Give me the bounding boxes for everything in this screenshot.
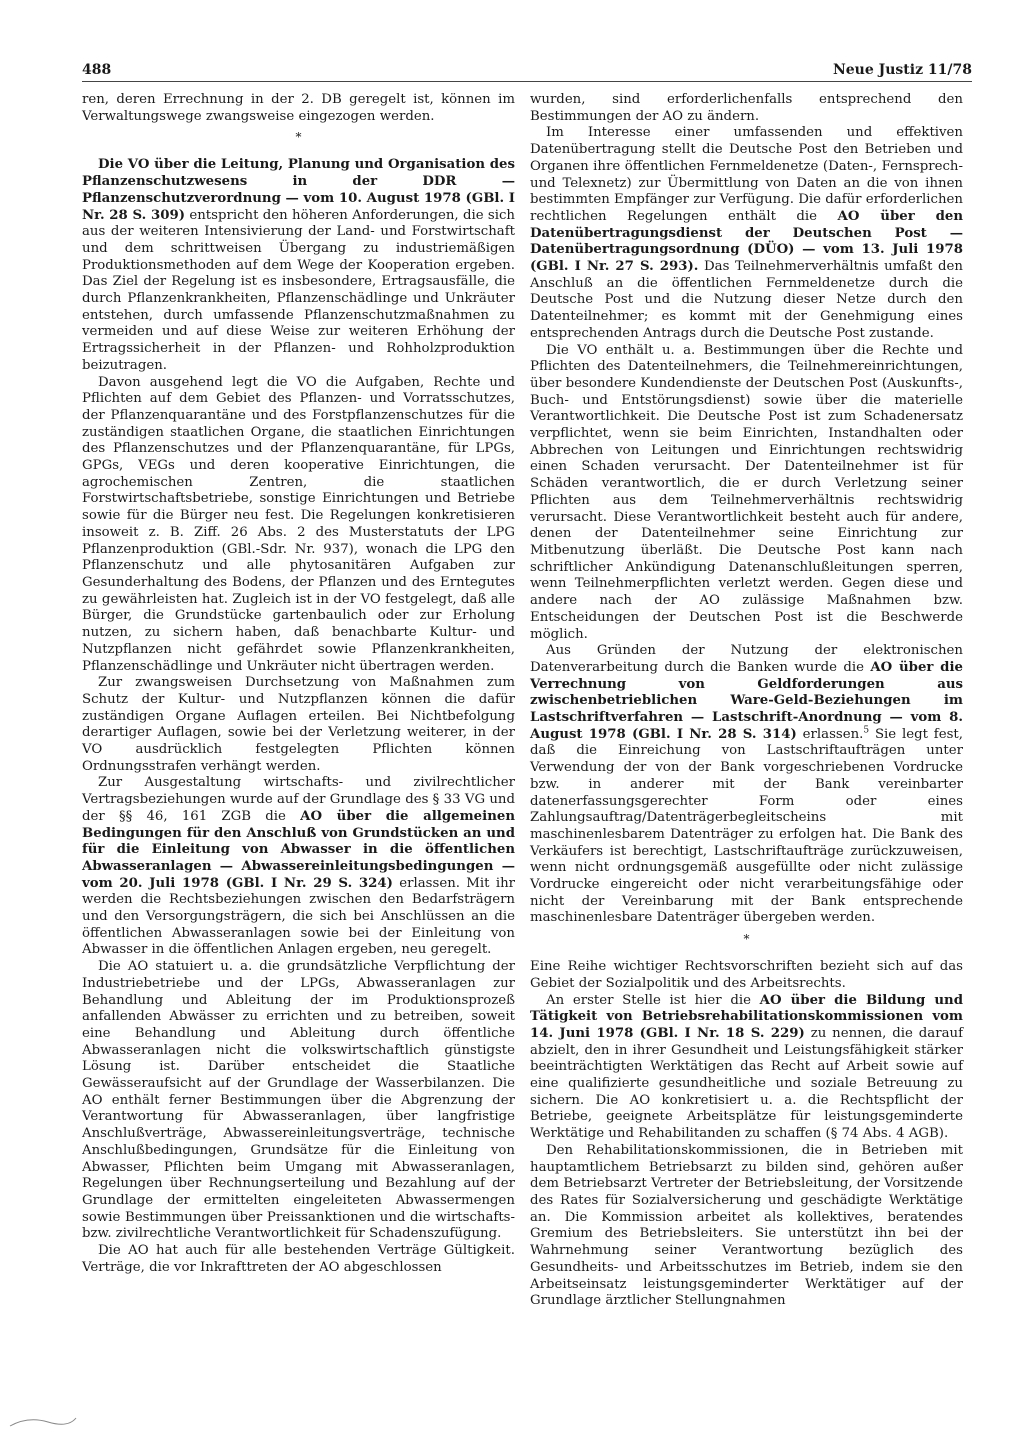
left-column — [82, 92, 515, 1277]
paragraph: Aus Gründen der Nutzung der elektronischen Datenverarbeitung durch die Banken wurde die AO über die Verrechnung von Geldforderungen aus zwischenbetrieblichen Ware-Geld-Beziehungen im Lastschriftverfahren — Lastschrift-Anordnung — vom 8. August 1978 (GBl. I Nr. 28 S. 314) erlassen.$^5$ Sie legt fest, daß die Einreichung von Lastschriftaufträgen unter Verwendung der von der Bank vorgeschriebenen Vordrucke bzw. in anderer mit der Bank vereinbarter datenerfassungsgerechter Form oder eines Zahlungsauftrag/Datenträgerbegleitscheins mit maschinenlesbarem Datenträger zu erfolgen hat. Die Bank des Verkäufers ist berechtigt, Lastschriftaufträge zurückzuweisen, wenn nicht ordnungsgemäß ausgefüllte oder nicht zulässige Vordrucke eingereicht oder nicht verarbeitungsfähige oder nicht der Vereinbarung mit der Bank entsprechende maschinenlesbare Datenträger übergeben werden. — [530, 643, 963, 926]
footnote-ref: 5 — [863, 725, 870, 736]
paragraph: Die VO enthält u. a. Bestimmungen über die Rechte und Pflichten des Datenteilnehmers, die Teilnehmereinrichtungen, über besondere Kundendienste der Deutschen Post (Auskunfts-, Buch- und Entstörungsdienst) sowie über die materielle Verantwortlichkeit. Die Deutsche Post ist zum Schadenersatz verpflichtet, wenn sie beim Einrichten, Instandhalten oder Abbrechen von Leitungen und Einrichtungen rechtswidrig einen Schaden verursacht. Der Datenteilnehmer ist für Schäden verantwortlich, die er durch Verletzung seiner Pflichten aus dem Teilnehmerverhältnis rechtswidrig verursacht. Diese Verantwortlichkeit besteht auch für andere, denen der Datenteilnehmer seine Einrichtung zur Mitbenutzung überläßt. Die Deutsche Post kann nach schriftlicher Ankündigung Datenanschlußleitungen sperren, wenn Teilnehmerpflichten verletzt werden. Gegen diese und andere nach der AO zulässige Maßnahmen bzw. Entscheidungen der Deutschen Post ist die Beschwerde möglich. — [530, 342, 963, 642]
paragraph: An erster Stelle ist hier die AO über die Bildung und Tätigkeit von Betriebsrehabilitationskommissionen vom 14. Juni 1978 (GBl. I Nr. 18 S. 229) zu nennen, die darauf abzielt, den in ihrer Gesundheit und Leistungsfähigkeit stärker beeinträchtigten Werktätigen das Recht auf Arbeit sowie auf eine qualifizierte gesundheitliche und soziale Betreuung zu sichern. Die AO konkretisiert u. a. die Rechtspflicht der Betriebe, geeignete Arbeitsplätze für leistungsgeminderte Werktätige und Rehabilitanden zu schaffen (§ 74 Abs. 4 AGB). — [530, 992, 963, 1142]
regulation-title: AO über die allgemeinen Bedingungen für den Anschluß von Grundstücken an und für die Einleitung von Abwasser in die öffentlichen Abwasseranlagen — Abwassereinleitungsbedingungen — vom 20. Juli 1978 (GBl. I Nr. 29 S. 324) — [82, 808, 515, 891]
regulation-title: Die VO über die Leitung, Planung und Organisation des Pflanzenschutzwesens in der DDR — Pflanzenschutzverordnung — vom 10. August 1978 (GBl. I Nr. 28 S. 309) — [82, 157, 515, 223]
section-separator: * — [295, 130, 302, 145]
paragraph: Eine Reihe wichtiger Rechtsvorschriften bezieht sich auf das Gebiet der Sozialpolitik und des Arbeitsrechts. — [530, 959, 963, 991]
page-number: 488 — [82, 62, 112, 78]
paragraph: Die AO hat auch für alle bestehenden Verträge Gültigkeit. Verträge, die vor Inkrafttreten der AO abgeschlossen — [82, 1243, 515, 1275]
paragraph: Zur Ausgestaltung wirtschafts- und zivilrechtlicher Vertragsbeziehungen wurde auf der Grundlage des § 33 VG und der §§ 46, 161 ZGB die AO über die allgemeinen Bedingungen für den Anschluß von Grundstücken an und für die Einleitung von Abwasser in die öffentlichen Abwasseranlagen — Abwassereinleitungsbedingungen — vom 20. Juli 1978 (GBl. I Nr. 29 S. 324) erlassen. Mit ihr werden die Rechtsbeziehungen zwischen den Bedarfsträgern und den Versorgungsträgern, die sich bei Anschlüssen an die öffentlichen Abwasseranlagen sowie bei der Einleitung von Abwasser in die öffentlichen Anlagen ergeben, neu geregelt. — [82, 775, 515, 958]
scan-mark — [8, 1412, 78, 1430]
paragraph: wurden, sind erforderlichenfalls entsprechend den Bestimmungen der AO zu ändern. — [530, 92, 963, 124]
journal-issue: Neue Justiz 11/78 — [832, 62, 972, 78]
right-column — [530, 92, 963, 1310]
section-separator: * — [743, 932, 750, 947]
header-rule — [82, 81, 972, 82]
paragraph: Die AO statuiert u. a. die grundsätzliche Verpflichtung der Industriebetriebe und der LPGs, Abwasseranlagen zur Behandlung und Ableitung der im Produktionsprozeß anfallenden Abwässer zu errichten und zu betreiben, soweit eine Behandlung und Ableitung durch öffentliche Abwasseranlagen nicht die volkswirtschaftlich günstigste Lösung ist. Darüber entscheidet die Staatliche Gewässeraufsicht auf der Grundlage der Wasserbilanzen. Die AO enthält ferner Bestimmungen über die Abgrenzung der Verantwortung für Abwasseranlagen, über langfristige Anschlußverträge, Abwassereinleitungsverträge, technische Anschlußbedingungen, Grundsätze für die Einleitung von Abwasser, Pflichten beim Umgang mit Abwasseranlagen, Regelungen über Rechnungserteilung und Bezahlung auf der Grundlage der ermittelten eingeleiteten Abwassermengen sowie Bestimmungen über Preissanktionen und die wirtschafts- bzw. zivilrechtliche Verantwortlichkeit für Schadenszufügung. — [82, 959, 515, 1242]
paragraph: Den Rehabilitationskommissionen, die in Betrieben mit hauptamtlichem Betriebsarzt zu bilden sind, gehören außer dem Betriebsarzt Vertreter der Betriebsleitung, der Vorsitzende des Rates für Sozialversicherung und geschädigte Werktätige an. Die Kommission arbeitet als kollektives, beratendes Gremium des Betriebsleiters. Sie unterstützt ihn bei der Wahrnehmung seiner Verantwortung bezüglich des Gesundheits- und Arbeitsschutzes im Betrieb, indem sie den Arbeitseinsatz leistungsgeminderter Werktätiger auf der Grundlage ärztlicher Stellungnahmen — [530, 1142, 963, 1309]
paragraph: ren, deren Errechnung in der 2. DB geregelt ist, können im Verwaltungswege zwangsweise eingezogen werden. — [82, 92, 515, 124]
regulation-title: AO über die Bildung und Tätigkeit von Betriebsrehabilitationskommissionen vom 14. Juni 1978 (GBl. I Nr. 18 S. 229) — [530, 992, 963, 1041]
regulation-title: AO über den Datenübertragungsdienst der Deutschen Post — Datenübertragungsordnung (DÜO) — vom 13. Juli 1978 (GBl. I Nr. 27 S. 293). — [530, 208, 963, 275]
paragraph: Davon ausgehend legt die VO die Aufgaben, Rechte und Pflichten auf dem Gebiet des Pflanzen- und Vorratsschutzes, der Pflanzenquarantäne und des Forstpflanzenschutzes für die zuständigen staatlichen Organe, die staatlichen Einrichtungen des Pflanzenschutzes und der Pflanzenquarantäne, für LPGs, GPGs, VEGs und deren kooperative Einrichtungen, die agrochemischen Zentren, die staatlichen Forstwirtschaftsbetriebe, sonstige Einrichtungen und Betriebe sowie für die Bürger neu fest. Die Regelungen konkretisieren insoweit z. B. Ziff. 26 Abs. 2 des Musterstatuts der LPG Pflanzenproduktion (GBl.-Sdr. Nr. 937), wonach die LPG den Pflanzenschutz und alle phytosanitären Aufgaben zur Gesunderhaltung des Bodens, der Pflanzen und des Erntegutes zu gewährleisten hat. Zugleich ist in der VO festgelegt, daß alle Bürger, die Grundstücke gartenbaulich oder zur Erholung nutzen, zu sichern haben, daß benachbarte Kultur- und Nutzpflanzen nicht gefährdet sowie Pflanzenkrankheiten, Pflanzenschädlinge und Unkräuter nicht übertragen werden. — [82, 374, 515, 674]
paragraph: Zur zwangsweisen Durchsetzung von Maßnahmen zum Schutz der Kultur- und Nutzpflanzen können die dafür zuständigen Organe Auflagen erteilen. Bei Nichtbefolgung derartiger Auflagen, sowie bei der Verletzung weiterer, in der VO ausdrücklich festgelegten Pflichten können Ordnungsstrafen verhängt werden. — [82, 675, 515, 774]
paragraph: Die VO über die Leitung, Planung und Organisation des Pflanzenschutzwesens in der DDR — Pflanzenschutzverordnung — vom 10. August 1978 (GBl. I Nr. 28 S. 309) entspricht den höheren Anforderungen, die sich aus der weiteren Intensivierung der Land- und Forstwirtschaft und dem schrittweisen Übergang zu industriemäßigen Produktionsmethoden auf dem Wege der Kooperation ergeben. Das Ziel der Regelung ist es insbesondere, Ertragsausfälle, die durch Pflanzenkrankheiten, Pflanzenschädlinge und Unkräuter entstehen, durch umfassende Pflanzenschutzmaßnahmen zu vermeiden und auf diese Weise zur weiteren Erhöhung der Ertragssicherheit in der Pflanzen- und Rohholzproduktion beizutragen. — [82, 157, 515, 373]
paragraph: Im Interesse einer umfassenden und effektiven Datenübertragung stellt die Deutsche Post den Betrieben und Organen ihre öffentlichen Fernmeldenetze (Daten-, Fernsprech- und Telexnetz) zur Übermittlung von Daten an die von ihnen bestimmten Empfänger zur Verfügung. Die dafür erforderlichen rechtlichen Regelungen enthält die AO über den Datenübertragungsdienst der Deutschen Post — Datenübertragungsordnung (DÜO) — vom 13. Juli 1978 (GBl. I Nr. 27 S. 293). Das Teilnehmerverhältnis umfaßt den Anschluß an die öffentlichen Fernmeldenetze durch die Deutsche Post und die Nutzung dieser Netze durch den Datenteilnehmer; es kommt mit der Genehmigung eines entsprechenden Antrags durch die Deutsche Post zustande. — [530, 125, 963, 341]
regulation-title: AO über die Verrechnung von Geldforderungen aus zwischenbetrieblichen Ware-Geld-Beziehungen im Lastschriftverfahren — Lastschrift-Anordnung — vom 8. August 1978 (GBl. I Nr. 28 S. 314) — [530, 659, 963, 742]
